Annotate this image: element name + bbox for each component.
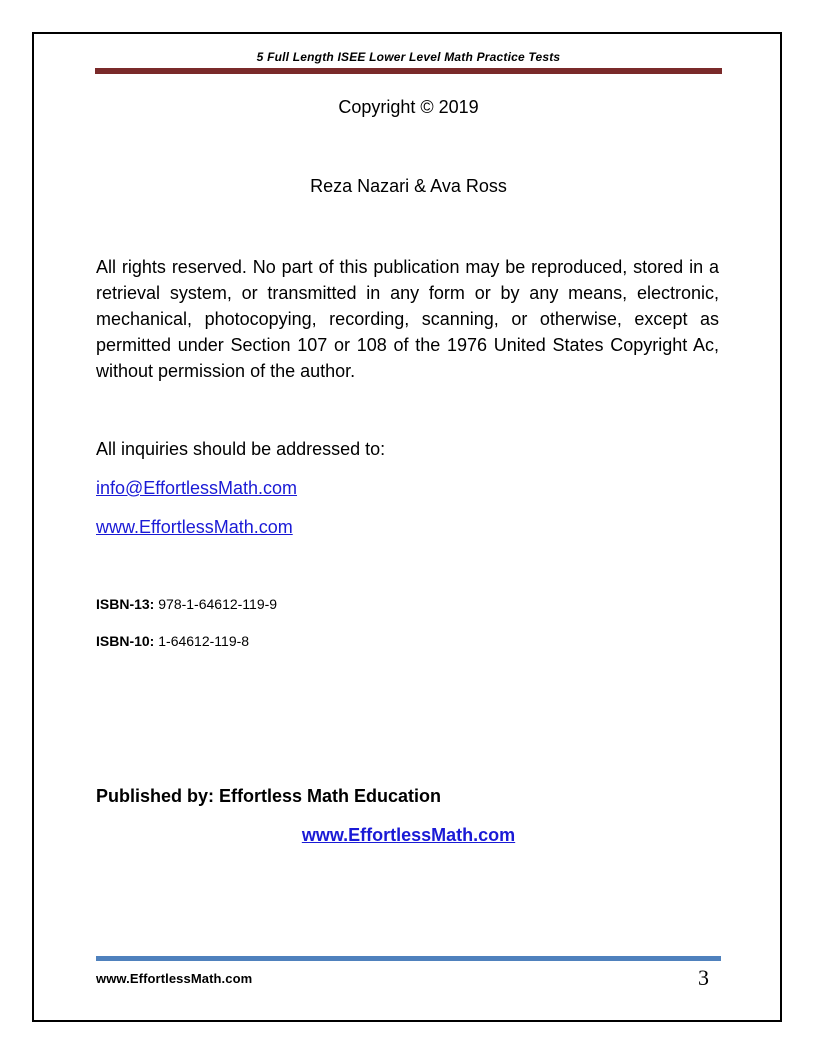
isbn10-line: [96, 633, 249, 649]
footer-rule: [96, 956, 721, 961]
header-rule: [95, 68, 722, 74]
isbn10-label: ISBN-10:: [96, 633, 155, 649]
isbn13-label: ISBN-13:: [96, 596, 155, 612]
publisher-website-link[interactable]: www.EffortlessMath.com: [301, 825, 516, 845]
website-link[interactable]: www.EffortlessMath.com: [96, 517, 293, 537]
publisher-label: Published by: Effortless Math Education: [96, 786, 442, 806]
copyright-line: Copyright © 2019: [338, 97, 479, 117]
footer-site: www.EffortlessMath.com: [96, 971, 253, 986]
isbn13-line: [96, 596, 277, 612]
email-link[interactable]: info@EffortlessMath.com: [96, 478, 298, 498]
authors-line: Reza Nazari & Ava Ross: [310, 176, 507, 196]
inquiries-label: All inquiries should be addressed to:: [96, 439, 386, 459]
isbn13-value: 978-1-64612-119-9: [158, 596, 278, 612]
running-header: 5 Full Length ISEE Lower Level Math Practice Tests: [256, 50, 561, 64]
page-number: 3: [698, 965, 709, 990]
publisher-link-row: [95, 825, 722, 846]
rights-paragraph: All rights reserved. No part of this publication may be reproduced, stored in a retrieval system, or transmitted in any form or by any means, electronic, mechanical, photocopying, recording, scanning, or otherwise, except as permitted under Section 107 or 108 of the 1976 United States Copyright Ac, without permission of the author.: [96, 257, 719, 381]
isbn10-value: 1-64612-119-8: [158, 633, 250, 649]
